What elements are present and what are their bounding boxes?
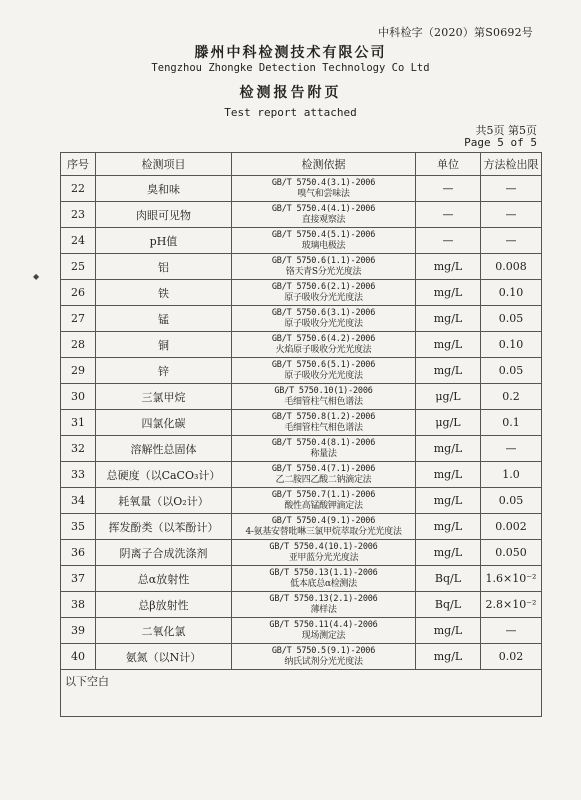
standard-code: GB/T 5750.11(4.4)-2006	[269, 619, 378, 630]
cell-unit: mg/L	[416, 540, 481, 566]
cell-no: 22	[61, 176, 96, 202]
table-row	[61, 592, 542, 618]
table-row	[61, 488, 542, 514]
cell-item: 总硬度（以CaCO₃计）	[96, 462, 232, 488]
cell-basis	[232, 306, 416, 332]
cell-unit: mg/L	[416, 514, 481, 540]
table-row	[61, 228, 542, 254]
table-footer-row	[61, 670, 542, 717]
cell-detection-limit: —	[481, 176, 542, 202]
standard-code: GB/T 5750.13(1.1)-2006	[269, 567, 378, 578]
cell-unit: mg/L	[416, 488, 481, 514]
standard-code: GB/T 5750.4(3.1)-2006	[271, 177, 376, 188]
method-name: 直接观察法	[301, 214, 346, 225]
cell-item: 阴离子合成洗涤剂	[96, 540, 232, 566]
method-name: 亚甲蓝分光光度法	[288, 552, 359, 563]
method-name: 乙二胺四乙酸二钠滴定法	[275, 474, 372, 485]
cell-unit: mg/L	[416, 462, 481, 488]
cell-no: 35	[61, 514, 96, 540]
cell-unit: —	[416, 176, 481, 202]
cell-no: 32	[61, 436, 96, 462]
cell-no: 36	[61, 540, 96, 566]
cell-detection-limit: 0.05	[481, 488, 542, 514]
cell-item: 臭和味	[96, 176, 232, 202]
cell-item: 铝	[96, 254, 232, 280]
cell-no: 40	[61, 644, 96, 670]
cell-basis	[232, 462, 416, 488]
report-title-cn: 检测报告附页	[239, 85, 342, 101]
standard-code: GB/T 5750.4(9.1)-2006	[271, 515, 376, 526]
cell-no: 33	[61, 462, 96, 488]
cell-unit: Bq/L	[416, 566, 481, 592]
table-row	[61, 566, 542, 592]
cell-item: 氨氮（以N计）	[96, 644, 232, 670]
cell-item: 肉眼可见物	[96, 202, 232, 228]
organization-name-cn: 滕州中科检测技术有限公司	[194, 45, 387, 61]
table-row	[61, 358, 542, 384]
cell-unit: —	[416, 228, 481, 254]
cell-detection-limit: —	[481, 228, 542, 254]
cell-no: 34	[61, 488, 96, 514]
table-row	[61, 332, 542, 358]
cell-basis	[232, 566, 416, 592]
cell-no: 23	[61, 202, 96, 228]
header-limit: 方法检出限	[481, 153, 542, 176]
table-row	[61, 514, 542, 540]
cell-detection-limit: —	[481, 202, 542, 228]
table-row	[61, 202, 542, 228]
cell-basis	[232, 358, 416, 384]
standard-code: GB/T 5750.8(1.2)-2006	[271, 411, 376, 422]
cell-detection-limit: 2.8×10⁻²	[481, 592, 542, 618]
method-name: 薄样法	[310, 604, 337, 615]
method-name: 称量法	[310, 448, 337, 459]
header-basis: 检测依据	[232, 153, 416, 176]
cell-unit: μg/L	[416, 384, 481, 410]
cell-detection-limit: 0.10	[481, 332, 542, 358]
header-unit: 单位	[416, 153, 481, 176]
header-no: 序号	[61, 153, 96, 176]
cell-detection-limit: 0.10	[481, 280, 542, 306]
table-body	[61, 176, 542, 670]
cell-no: 39	[61, 618, 96, 644]
cell-detection-limit: 1.0	[481, 462, 542, 488]
table-row	[61, 410, 542, 436]
standard-code: GB/T 5750.4(10.1)-2006	[269, 541, 378, 552]
standard-code: GB/T 5750.4(7.1)-2006	[271, 463, 376, 474]
table-row	[61, 384, 542, 410]
cell-unit: mg/L	[416, 280, 481, 306]
cell-no: 28	[61, 332, 96, 358]
table-row	[61, 254, 542, 280]
cell-unit: Bq/L	[416, 592, 481, 618]
cell-item: 铜	[96, 332, 232, 358]
organization-name-en: Tengzhou Zhongke Detection Technology Co Ltd	[151, 62, 430, 74]
standard-code: GB/T 5750.6(4.2)-2006	[271, 333, 376, 344]
method-name: 毛细管柱气相色谱法	[284, 396, 363, 407]
table-row	[61, 618, 542, 644]
method-name: 纳氏试剂分光光度法	[284, 656, 363, 667]
method-name: 火焰原子吸收分光光度法	[275, 344, 372, 355]
cell-basis	[232, 618, 416, 644]
blank-below-note: 以下空白	[61, 670, 542, 717]
cell-item: 溶解性总固体	[96, 436, 232, 462]
cell-basis	[232, 332, 416, 358]
cell-item: 锌	[96, 358, 232, 384]
cell-basis	[232, 254, 416, 280]
cell-unit: —	[416, 202, 481, 228]
cell-item: 耗氧量（以O₂计）	[96, 488, 232, 514]
method-name: 铬天青S分光光度法	[285, 266, 362, 277]
cell-item: 四氯化碳	[96, 410, 232, 436]
standard-code: GB/T 5750.4(8.1)-2006	[271, 437, 376, 448]
cell-no: 30	[61, 384, 96, 410]
table-row	[61, 462, 542, 488]
cell-no: 26	[61, 280, 96, 306]
cell-unit: mg/L	[416, 436, 481, 462]
cell-item: 二氧化氯	[96, 618, 232, 644]
cell-unit: mg/L	[416, 618, 481, 644]
method-name: 现场测定法	[301, 630, 346, 641]
cell-basis	[232, 176, 416, 202]
cell-detection-limit: 0.1	[481, 410, 542, 436]
standard-code: GB/T 5750.6(2.1)-2006	[271, 281, 376, 292]
cell-no: 29	[61, 358, 96, 384]
cell-no: 25	[61, 254, 96, 280]
cell-unit: mg/L	[416, 254, 481, 280]
standard-code: GB/T 5750.5(9.1)-2006	[271, 645, 376, 656]
cell-detection-limit: 0.05	[481, 306, 542, 332]
margin-mark: ◆	[33, 272, 40, 281]
cell-unit: mg/L	[416, 306, 481, 332]
header-item: 检测项目	[96, 153, 232, 176]
table-row	[61, 306, 542, 332]
cell-item: 铁	[96, 280, 232, 306]
method-name: 毛细管柱气相色谱法	[284, 422, 363, 433]
method-name: 原子吸收分光光度法	[284, 292, 363, 303]
cell-item: 锰	[96, 306, 232, 332]
cell-no: 31	[61, 410, 96, 436]
cell-item: 总α放射性	[96, 566, 232, 592]
cell-detection-limit: 0.05	[481, 358, 542, 384]
cell-basis	[232, 514, 416, 540]
cell-detection-limit: 1.6×10⁻²	[481, 566, 542, 592]
cell-detection-limit: 0.2	[481, 384, 542, 410]
cell-detection-limit: 0.02	[481, 644, 542, 670]
cell-unit: mg/L	[416, 358, 481, 384]
cell-detection-limit: 0.050	[481, 540, 542, 566]
cell-detection-limit: 0.002	[481, 514, 542, 540]
standard-code: GB/T 5750.13(2.1)-2006	[269, 593, 378, 604]
cell-unit: mg/L	[416, 644, 481, 670]
cell-basis	[232, 436, 416, 462]
certificate-number: 中科检字（2020）第S0692号	[378, 26, 533, 39]
cell-basis	[232, 592, 416, 618]
standard-code: GB/T 5750.7(1.1)-2006	[271, 489, 376, 500]
standard-code: GB/T 5750.4(4.1)-2006	[271, 203, 376, 214]
method-name: 原子吸收分光光度法	[284, 370, 363, 381]
cell-no: 37	[61, 566, 96, 592]
table-row	[61, 176, 542, 202]
cell-basis	[232, 410, 416, 436]
method-name: 嗅气和尝味法	[297, 188, 350, 199]
cell-basis	[232, 228, 416, 254]
cell-no: 24	[61, 228, 96, 254]
cell-no: 27	[61, 306, 96, 332]
method-name: 低本底总α检测法	[290, 578, 357, 589]
table-row	[61, 644, 542, 670]
results-table	[60, 152, 542, 717]
cell-item: 总β放射性	[96, 592, 232, 618]
table-header-row	[61, 153, 542, 176]
cell-unit: μg/L	[416, 410, 481, 436]
cell-basis	[232, 488, 416, 514]
cell-unit: mg/L	[416, 332, 481, 358]
standard-code: GB/T 5750.4(5.1)-2006	[271, 229, 376, 240]
cell-basis	[232, 644, 416, 670]
cell-basis	[232, 540, 416, 566]
standard-code: GB/T 5750.6(1.1)-2006	[271, 255, 376, 266]
cell-no: 38	[61, 592, 96, 618]
method-name: 酸性高锰酸钾滴定法	[284, 500, 363, 511]
cell-detection-limit: —	[481, 436, 542, 462]
method-name: 原子吸收分光光度法	[284, 318, 363, 329]
page-indicator-en: Page 5 of 5	[464, 136, 537, 149]
cell-basis	[232, 280, 416, 306]
method-name: 4-氨基安替吡啉三氯甲烷萃取分光光度法	[245, 526, 402, 537]
method-name: 玻璃电极法	[301, 240, 346, 251]
page-indicator-cn: 共5页 第5页	[475, 124, 537, 137]
cell-detection-limit: 0.008	[481, 254, 542, 280]
cell-item: 挥发酚类（以苯酚计）	[96, 514, 232, 540]
standard-code: GB/T 5750.10(1)-2006	[274, 385, 373, 396]
cell-item: pH值	[96, 228, 232, 254]
report-title-en: Test report attached	[224, 106, 357, 119]
standard-code: GB/T 5750.6(3.1)-2006	[271, 307, 376, 318]
cell-detection-limit: —	[481, 618, 542, 644]
table-row	[61, 540, 542, 566]
table-row	[61, 436, 542, 462]
standard-code: GB/T 5750.6(5.1)-2006	[271, 359, 376, 370]
cell-basis	[232, 202, 416, 228]
table-row	[61, 280, 542, 306]
cell-item: 三氯甲烷	[96, 384, 232, 410]
cell-basis	[232, 384, 416, 410]
